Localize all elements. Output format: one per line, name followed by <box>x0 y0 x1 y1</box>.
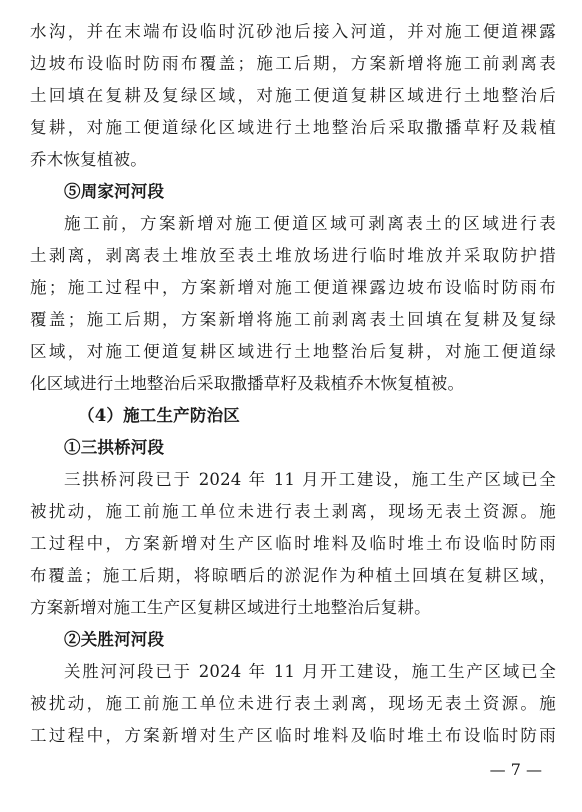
paragraph-sangongqiao <box>30 464 556 624</box>
section-heading-zhoujiahe: ⑤周家河河段 <box>64 182 165 201</box>
text-line: 区域，对施工便道复耕区域进行土地整治后复耕，对施工便道绿 <box>30 342 556 361</box>
text-line: 方案新增对施工生产区复耕区域进行土地整治后复耕。 <box>30 598 431 617</box>
text-line: 化区域进行土地整治后采取撒播草籽及栽植乔木恢复植被。 <box>30 374 465 393</box>
text-line: 关胜河河段已于 2024 年 11 月开工建设，施工生产区域已全 <box>64 662 556 681</box>
paragraph-zhoujiahe <box>30 208 556 400</box>
page-number: — 7 — <box>489 760 542 779</box>
text-line: 工过程中，方案新增对生产区临时堆料及临时堆土布设临时防雨 <box>30 726 556 745</box>
text-line: 施；施工过程中，方案新增对施工便道裸露边坡布设临时防雨布 <box>30 278 556 297</box>
text-line: 土回填在复耕及复绿区域，对施工便道复耕区域进行土地整治后 <box>30 86 556 105</box>
text-line: 被扰动，施工前施工单位未进行表土剥离，现场无表土资源。施 <box>30 694 556 713</box>
section-heading-guanshenghe: ②关胜河河段 <box>64 630 165 649</box>
text-line: 施工前，方案新增对施工便道区域可剥离表土的区域进行表 <box>64 214 556 233</box>
document-page <box>30 0 556 752</box>
text-line: 三拱桥河段已于 2024 年 11 月开工建设，施工生产区域已全 <box>64 470 556 489</box>
text-line: 覆盖；施工后期，方案新增将施工前剥离表土回填在复耕及复绿 <box>30 310 556 329</box>
text-line: 复耕，对施工便道绿化区域进行土地整治后采取撒播草籽及栽植 <box>30 118 556 137</box>
text-line: 土剥离，剥离表土堆放至表土堆放场进行临时堆放并采取防护措 <box>30 246 556 265</box>
text-line: 水沟，并在末端布设临时沉砂池后接入河道，并对施工便道裸露 <box>30 22 556 41</box>
paragraph-guanshenghe <box>30 656 556 752</box>
text-line: 布覆盖；施工后期，将晾晒后的淤泥作为种植土回填在复耕区域， <box>30 566 556 585</box>
section-heading-construction-production: （4）施工生产防治区 <box>78 406 240 425</box>
text-line: 工过程中，方案新增对生产区临时堆料及临时堆土布设临时防雨 <box>30 534 556 553</box>
paragraph-continuation <box>30 16 556 176</box>
text-line: 乔木恢复植被。 <box>30 150 147 169</box>
text-line: 被扰动，施工前施工单位未进行表土剥离，现场无表土资源。施 <box>30 502 556 521</box>
text-line: 边坡布设临时防雨布覆盖；施工后期，方案新增将施工前剥离表 <box>30 54 556 73</box>
section-heading-sangongqiao: ①三拱桥河段 <box>64 438 165 457</box>
